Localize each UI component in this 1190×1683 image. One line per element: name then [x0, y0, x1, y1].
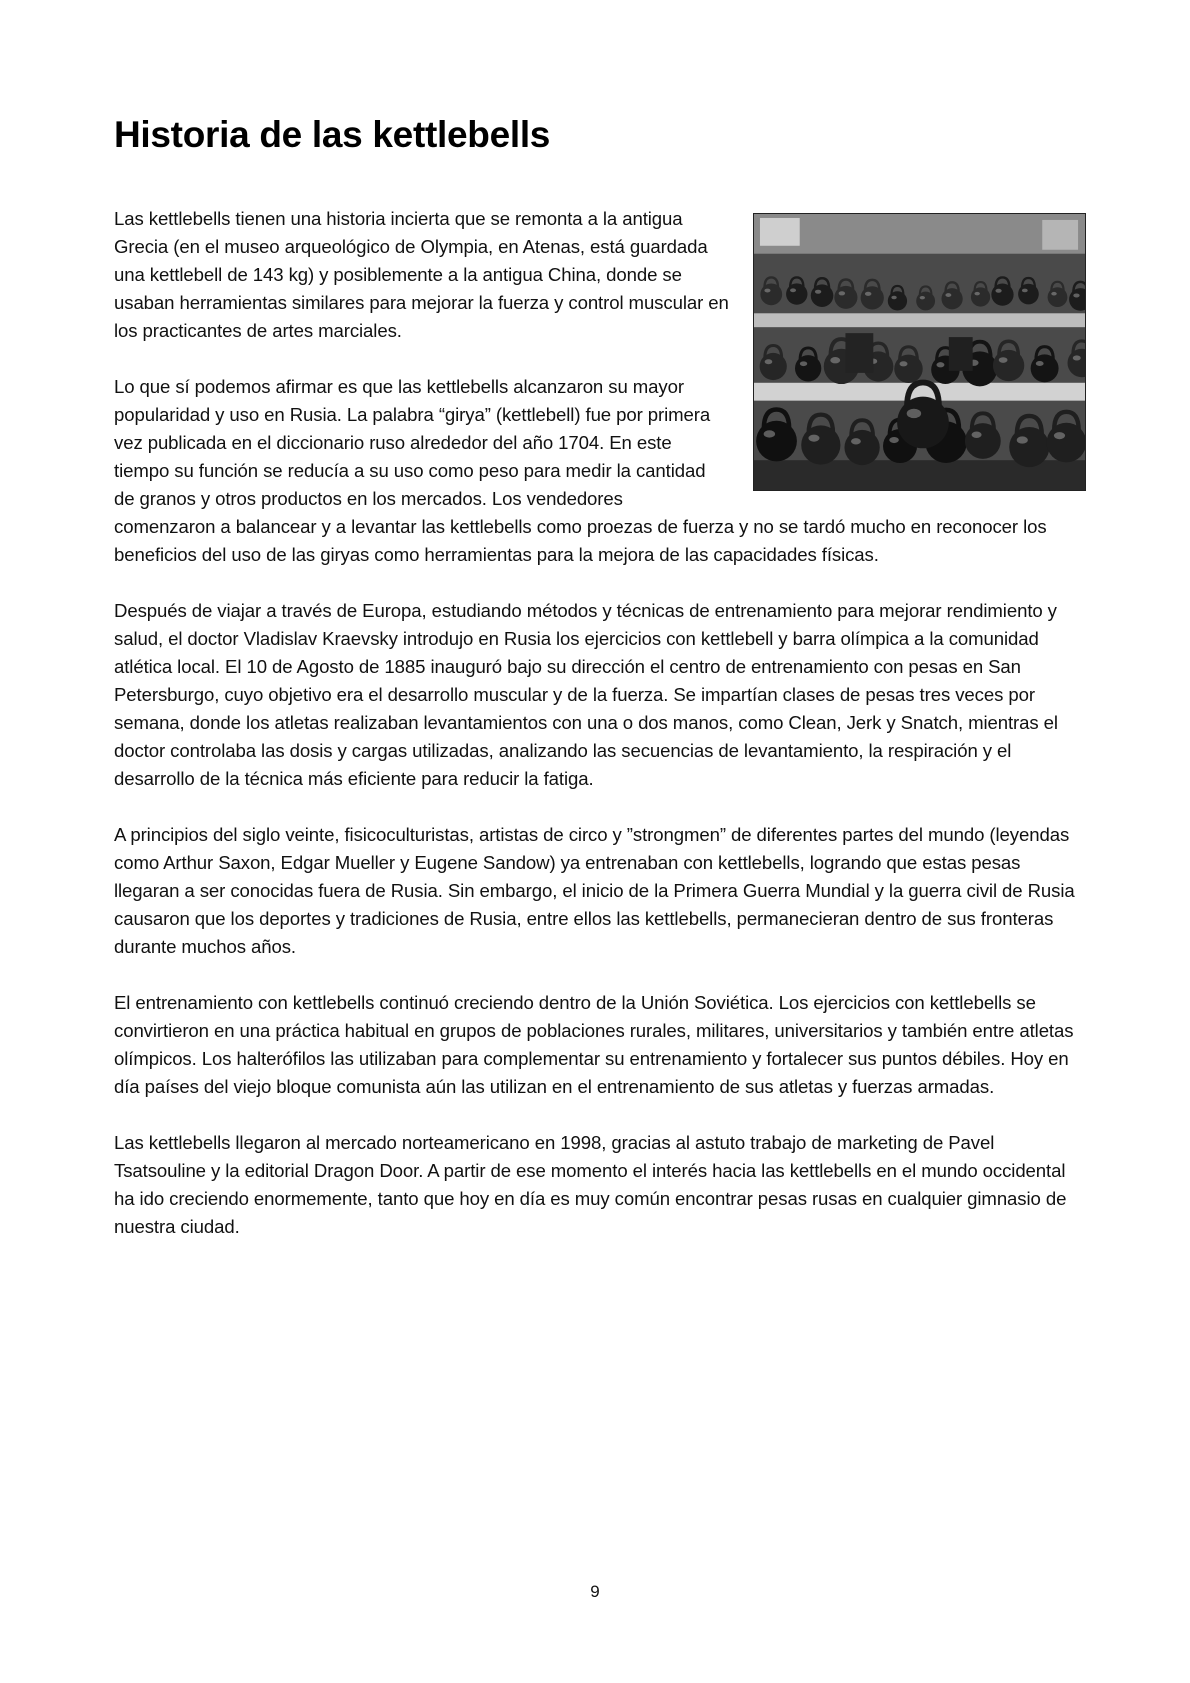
paragraph: Las kettlebells llegaron al mercado norteamericano en 1998, gracias al astuto trabajo de marketing de Pavel Tsatsouline y la editorial Dragon Door. A partir de ese momento el interés hacia las kettlebells en el mundo occidental ha ido creciendo enormemente, tanto que hoy en día es muy común encontrar pesas rusas en cualquier gimnasio de nuestra ciudad. [114, 1132, 1067, 1237]
paragraph: A principios del siglo veinte, fisicoculturistas, artistas de circo y ”strongmen” de diferentes partes del mundo (leyendas como Arthur Saxon, Edgar Mueller y Eugene Sandow) ya entrenaban con kettlebells, logrando que estas pesas llegaran a ser conocidas fuera de Rusia. Sin embargo, el inicio de la Primera Guerra Mundial y la guerra civil de Rusia causaron que los deportes y tradiciones de Rusia, entre ellos las kettlebells, permanecieran dentro de sus fronteras durante muchos años. [114, 824, 1075, 957]
paragraph: Lo que sí podemos afirmar es que las kettlebells alcanzaron su mayor popularidad y uso en Rusia. La palabra “girya” (kettlebell) fue por primera vez publicada en el diccionario ruso alrededor del año 1704. En este tiempo su función se reducía a su uso como peso para medir la cantidad de granos y otros productos en los mercados. Los vendedores comenzaron a balancear y a levantar las kettlebells como proezas de fuerza y no se tardó mucho en reconocer los beneficios del uso de las giryas como herramientas para la mejora de las capacidades físicas. [114, 376, 1047, 565]
article-body [114, 205, 1086, 1269]
kettlebell-photo-icon [754, 214, 1085, 490]
page-number: 9 [590, 1582, 600, 1601]
paragraph: Después de viajar a través de Europa, estudiando métodos y técnicas de entrenamiento para mejorar rendimiento y salud, el doctor Vladislav Kraevsky introdujo en Rusia los ejercicios con kettlebell y barra olímpica a la comunidad atlética local. El 10 de Agosto de 1885 inauguró bajo su dirección el centro de entrenamiento con pesas en San Petersburgo, cuyo objetivo era el desarrollo muscular y de la fuerza. Se impartían clases de pesas tres veces por semana, donde los atletas realizaban levantamientos con una o dos manos, como Clean, Jerk y Snatch, mientras el doctor controlaba las dosis y cargas utilizadas, analizando las secuencias de levantamiento, la respiración y el desarrollo de la técnica más eficiente para reducir la fatiga. [114, 600, 1058, 789]
page-title: Historia de las kettlebells [114, 114, 551, 155]
kettlebell-collection-photo [753, 213, 1086, 491]
paragraph: Las kettlebells tienen una historia incierta que se remonta a la antigua Grecia (en el museo arqueológico de Olympia, en Atenas, está guardada una kettlebell de 143 kg) y posiblemente a la antigua China, donde se usaban herramientas similares para mejorar la fuerza y control muscular en los practicantes de artes marciales. [114, 208, 729, 341]
paragraph: El entrenamiento con kettlebells continuó creciendo dentro de la Unión Soviética. Los ejercicios con kettlebells se convirtieron en una práctica habitual en grupos de poblaciones rurales, militares, universitarios y también entre atletas olímpicos. Los halterófilos las utilizaban para complementar su entrenamiento y fortalecer sus puntos débiles. Hoy en día países del viejo bloque comunista aún las utilizan en el entrenamiento de sus atletas y fuerzas armadas. [114, 992, 1074, 1097]
